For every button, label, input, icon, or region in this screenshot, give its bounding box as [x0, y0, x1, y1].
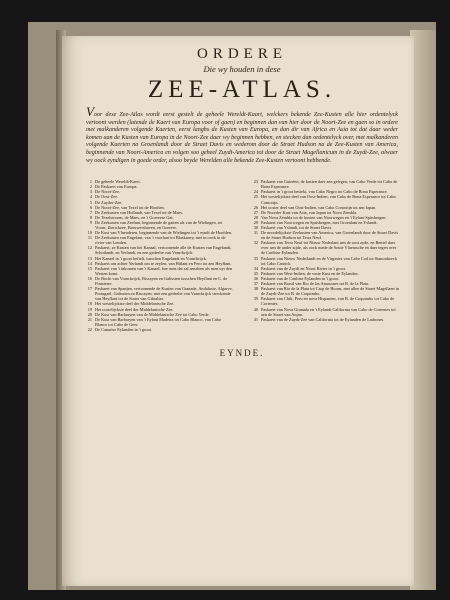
contents-item-number: 17	[87, 286, 92, 292]
contents-item-text: De Kust van Barbaryen van 't Eylant Madeira tot Cabo Blanco, van Cabo Blanco tot Cabo de Geer.	[95, 316, 221, 327]
contents-item-number: 14	[87, 260, 92, 266]
contents-item	[250, 307, 400, 317]
contents-item-text: Het Kanael in 't groot beftelt, tusschen Engelandt en Vranckrijck.	[95, 255, 207, 261]
contents-item-text: Paskaert van Rio de la Plata tot Carp de Hoorn, met allee de Straet Magellaen in de Zuydt-Zee tot B. de Coquimbo.	[261, 286, 399, 297]
contents-item	[250, 240, 400, 255]
contents-item	[84, 286, 234, 301]
contents-item-number: 12	[87, 245, 92, 251]
contents-item-number: 19	[87, 306, 92, 312]
contents-item-number: 2	[89, 184, 92, 190]
contents-item-number: 41	[253, 316, 258, 322]
contents-item-text: Paskaert van Nieuw Nederlandt en de Virginies van Cabo Cod tot Stanonhoeck tot Cabo Canrick.	[261, 255, 397, 266]
contents-columns	[84, 179, 400, 332]
contents-item-text: De Zeekusten van Zeelant, beginnende de gatten als van de Wielingen, tot Voorn, Zierickzee, Brouwershaven, en Goereer.	[95, 219, 223, 230]
contents-item-text: De noordelijckste Zeekusten van America, van Groenlandt door de Straet Davis en de Straet Hudson tot Terra Neuf.	[261, 230, 399, 241]
contents-item-text: Paskaert van Noorwegen en Spitsbergen, met Groenlant en Yslandt.	[261, 219, 378, 225]
contents-item	[250, 179, 400, 189]
contents-item-number: 21	[87, 316, 92, 322]
contents-item-number: 13	[87, 255, 92, 261]
contents-item-number: 9	[89, 219, 92, 225]
contents-item-text: Paskaert van de Zuydt en Noort Rivier in 't groot.	[261, 265, 347, 271]
contents-item-number: 3	[89, 189, 92, 195]
contents-item-text: Het oostelijckste deel der Middelantsche Zee.	[95, 306, 174, 312]
contents-item-text: De Zeekusten van Engelant, van 't voorlant tot Blaskaney, met in oock in de rivier van Londen.	[95, 235, 226, 246]
contents-item-text: Paskaert van de Zuydt-Zee van California tot de Eylanden de Ladrones.	[261, 316, 385, 322]
heading-ordere: ORDERE	[197, 46, 287, 62]
contents-item-number: 10	[87, 230, 92, 236]
contents-item-number: 8	[89, 214, 92, 220]
contents-item-text: De Noort-Zee, van Texel tot de Hooften.	[95, 204, 165, 210]
contents-item-number: 1	[89, 179, 92, 185]
contents-item-number: 30	[253, 225, 258, 230]
contents-item-number: 31	[253, 230, 258, 236]
contents-item-number: 20	[87, 311, 92, 317]
contents-item-number: 16	[87, 275, 92, 281]
contents-item-text: Paskaert van Chili, Peru en nova Hispanien, van B. de Coquimbo tot Cabo de Corientes.	[261, 296, 395, 307]
contents-item	[84, 327, 234, 332]
contents-item-text: Het ooster deel van Oost-Indien, van Cabo Comorijn tot aen Iapan.	[261, 204, 377, 210]
contents-item-text: Het westelijckste deel der Middelantsche Zee.	[95, 301, 175, 307]
contents-column-left	[84, 179, 234, 332]
contents-item	[84, 235, 234, 245]
contents-item	[250, 256, 400, 266]
contents-item-number: 29	[253, 219, 258, 225]
contents-item-number: 34	[253, 265, 258, 271]
contents-item-text: Paskaert om achter Yerlandt om te zeylen, van Hitlant en Fero tot aen Heyflant.	[95, 260, 232, 266]
contents-item	[250, 296, 400, 306]
contents-item-text: De Noort-Zee.	[95, 189, 121, 195]
contents-item-number: 32	[253, 240, 258, 246]
contents-item-number: 24	[253, 189, 258, 195]
contents-item-text: Paskaert van Yslandt, tot de Straet Davis.	[261, 225, 333, 230]
contents-item-number: 38	[253, 286, 258, 292]
contents-item-number: 22	[87, 326, 92, 332]
contents-item-number: 37	[253, 281, 258, 287]
contents-item	[250, 286, 400, 296]
contents-item	[250, 317, 400, 322]
contents-item-number: 27	[253, 209, 258, 215]
contents-item-text: Paskaert van 't inkomen van 't Kanael, hoe men dat sal aendoen als men uyt den Westen komt.	[95, 265, 233, 276]
contents-item-number: 23	[253, 179, 258, 185]
contents-item-number: 40	[253, 306, 258, 312]
contents-item-text: De Zuyder-Zee.	[95, 199, 123, 205]
contents-item-text: Van Nova Zembla tot de kusten van Noorwegen en 't Eylant Spitsbergen.	[261, 214, 387, 220]
contents-item-number: 4	[89, 194, 92, 200]
contents-item-number: 36	[253, 275, 258, 281]
contents-item-text: De Canarise Eylanden in 't groot.	[95, 326, 153, 332]
contents-item-text: Paskaert van Spanjen, vertoonende de Kusten van Granade, Andalusie, Algarve, Portugael, Galissien en Biscayen, met een gedeelte van Vranckrijck streckende van Heyflant tot de Straet van Gibraltar.	[95, 286, 233, 302]
contents-item	[84, 266, 234, 276]
contents-item-text: De Paskaert van Europa.	[95, 184, 138, 190]
contents-item-text: Paskaert van Brasil van Rio de las Amasones tot R. de la Plata.	[261, 281, 370, 287]
contents-item-text: De Oost-Zee.	[95, 194, 119, 200]
contents-item	[250, 230, 400, 240]
contents-item-number: 11	[87, 235, 92, 241]
contents-item-text: Paskaert van de Caribise Eylanden in 't groot.	[261, 275, 340, 281]
closing-eynde: EYNDE.	[219, 347, 265, 358]
heading-title: ZEE-ATLAS.	[147, 76, 337, 103]
contents-item-text: Paskaert van Guinéen, de kusten daer aen gelegen, van Cabo Verde tot Cabo de Bona Esperance.	[261, 179, 398, 190]
contents-item-number: 26	[253, 204, 258, 210]
contents-item	[84, 276, 234, 286]
intro-paragraph: Voor dese Zee-Atlas wordt eerst gestelt de geheele Wereldt-Kaart, welckers bekende Zee-Kusten alle hier ordentelyck vertoont werden (latende de Kaert van Europa voor of gaen) en beginnen dan van hier door de Noort-Zee en gaen so in ordere met malkanderen volgende Kaerten, eerst langhs de Kusten van Europa, en dan dir van Africa en Asia tot dat daar weder komen aan de Kusten van Europa in de Noort-Zee daer wy beginnen hebben, en stecken dan ordentelyck over, met malkanderen volgende Kaerten na Groenlandt door de Straet Davis en wederom door de Straet Hudson na de Zee-Kusten van America, beginnende van Noort-America en volgen soo geheel Zuydt-America tot door de Straet Magellanicum in de Zuydt-Zee, alwaer wy oock eyndigen in goede order, alsoo beyde Werelden alle bekende Zee-Kusten vertoont hebbende.	[86, 104, 398, 164]
page-content	[84, 40, 400, 358]
contents-item-number: 5	[89, 199, 92, 205]
contents-item-text: Paskaert van Terra Neuf tot Nieuw Nederlant aen de oost zyde, en Beniel daer over aen de ander zijde, als oock mede de Soute Vlaemsche en daer tegen over de Caribise Eylanden.	[261, 240, 397, 256]
contents-column-right	[250, 179, 400, 332]
contents-item-text: De Kust van Barbaryen van de Middelantsche Zee tot Cabo Verde.	[95, 311, 210, 317]
contents-item-number: 25	[253, 194, 258, 200]
contents-item-text: Het westelijckste deel van Oost-Indien, van Cabo de Bona Esperance tot Cabo Comorijn.	[261, 194, 396, 205]
heading-subtitle: Die wy houden in dese	[203, 64, 281, 74]
contents-item-number: 18	[87, 301, 92, 307]
contents-item-text: De Texelstroom, de Maes, en 't Goereese Gat.	[95, 214, 174, 220]
contents-item	[84, 317, 234, 327]
contents-item	[84, 220, 234, 230]
contents-item-text: Paskaert van West-Indien, de vaste Kust en de Eylanden.	[261, 270, 359, 276]
contents-item-text: De Zeekusten van Hollandt, van Texel tot de Maes.	[95, 209, 184, 215]
contents-item-number: 28	[253, 214, 258, 220]
contents-item-number: 7	[89, 209, 92, 215]
contents-item-number: 6	[89, 204, 92, 210]
contents-item-text: De Noorder Kust van Asia, van Japan tot Nova Zembla.	[261, 209, 358, 215]
contents-item-text: Paskaert van Nova Granada en 't Eylandt California van Cabo de Corientes tot aen de Straet van Anjan.	[261, 306, 396, 317]
contents-item-text: Paskaert, ze Kusten van het Kanaal, vertoonende alle de Kusten van Engelandt, Schotlandt, en Yerlandt, en een gedeelte van Vranckrijck.	[95, 245, 232, 256]
contents-item-number: 33	[253, 255, 258, 261]
contents-item-number: 35	[253, 270, 258, 276]
contents-item-text: De Kust van Vlaenderen, beginnende van de Wielingen tot 't eyndt de Hoofden.	[95, 230, 232, 236]
contents-item-text: Paskaert in 't groot bestekt, van Cabo Negro tot Cabo de Bona Esperance.	[261, 189, 388, 195]
contents-item-number: 15	[87, 265, 92, 271]
contents-item	[250, 194, 400, 204]
contents-item-text: De Bocht van Vranckrijck, Biscayen en Galissien tusschen Heyflant en C. de Finisterre.	[95, 275, 228, 287]
contents-item	[84, 245, 234, 255]
contents-item-number: 39	[253, 296, 258, 302]
contents-item-text: De geheele Wereldt-Kaert.	[95, 179, 141, 185]
